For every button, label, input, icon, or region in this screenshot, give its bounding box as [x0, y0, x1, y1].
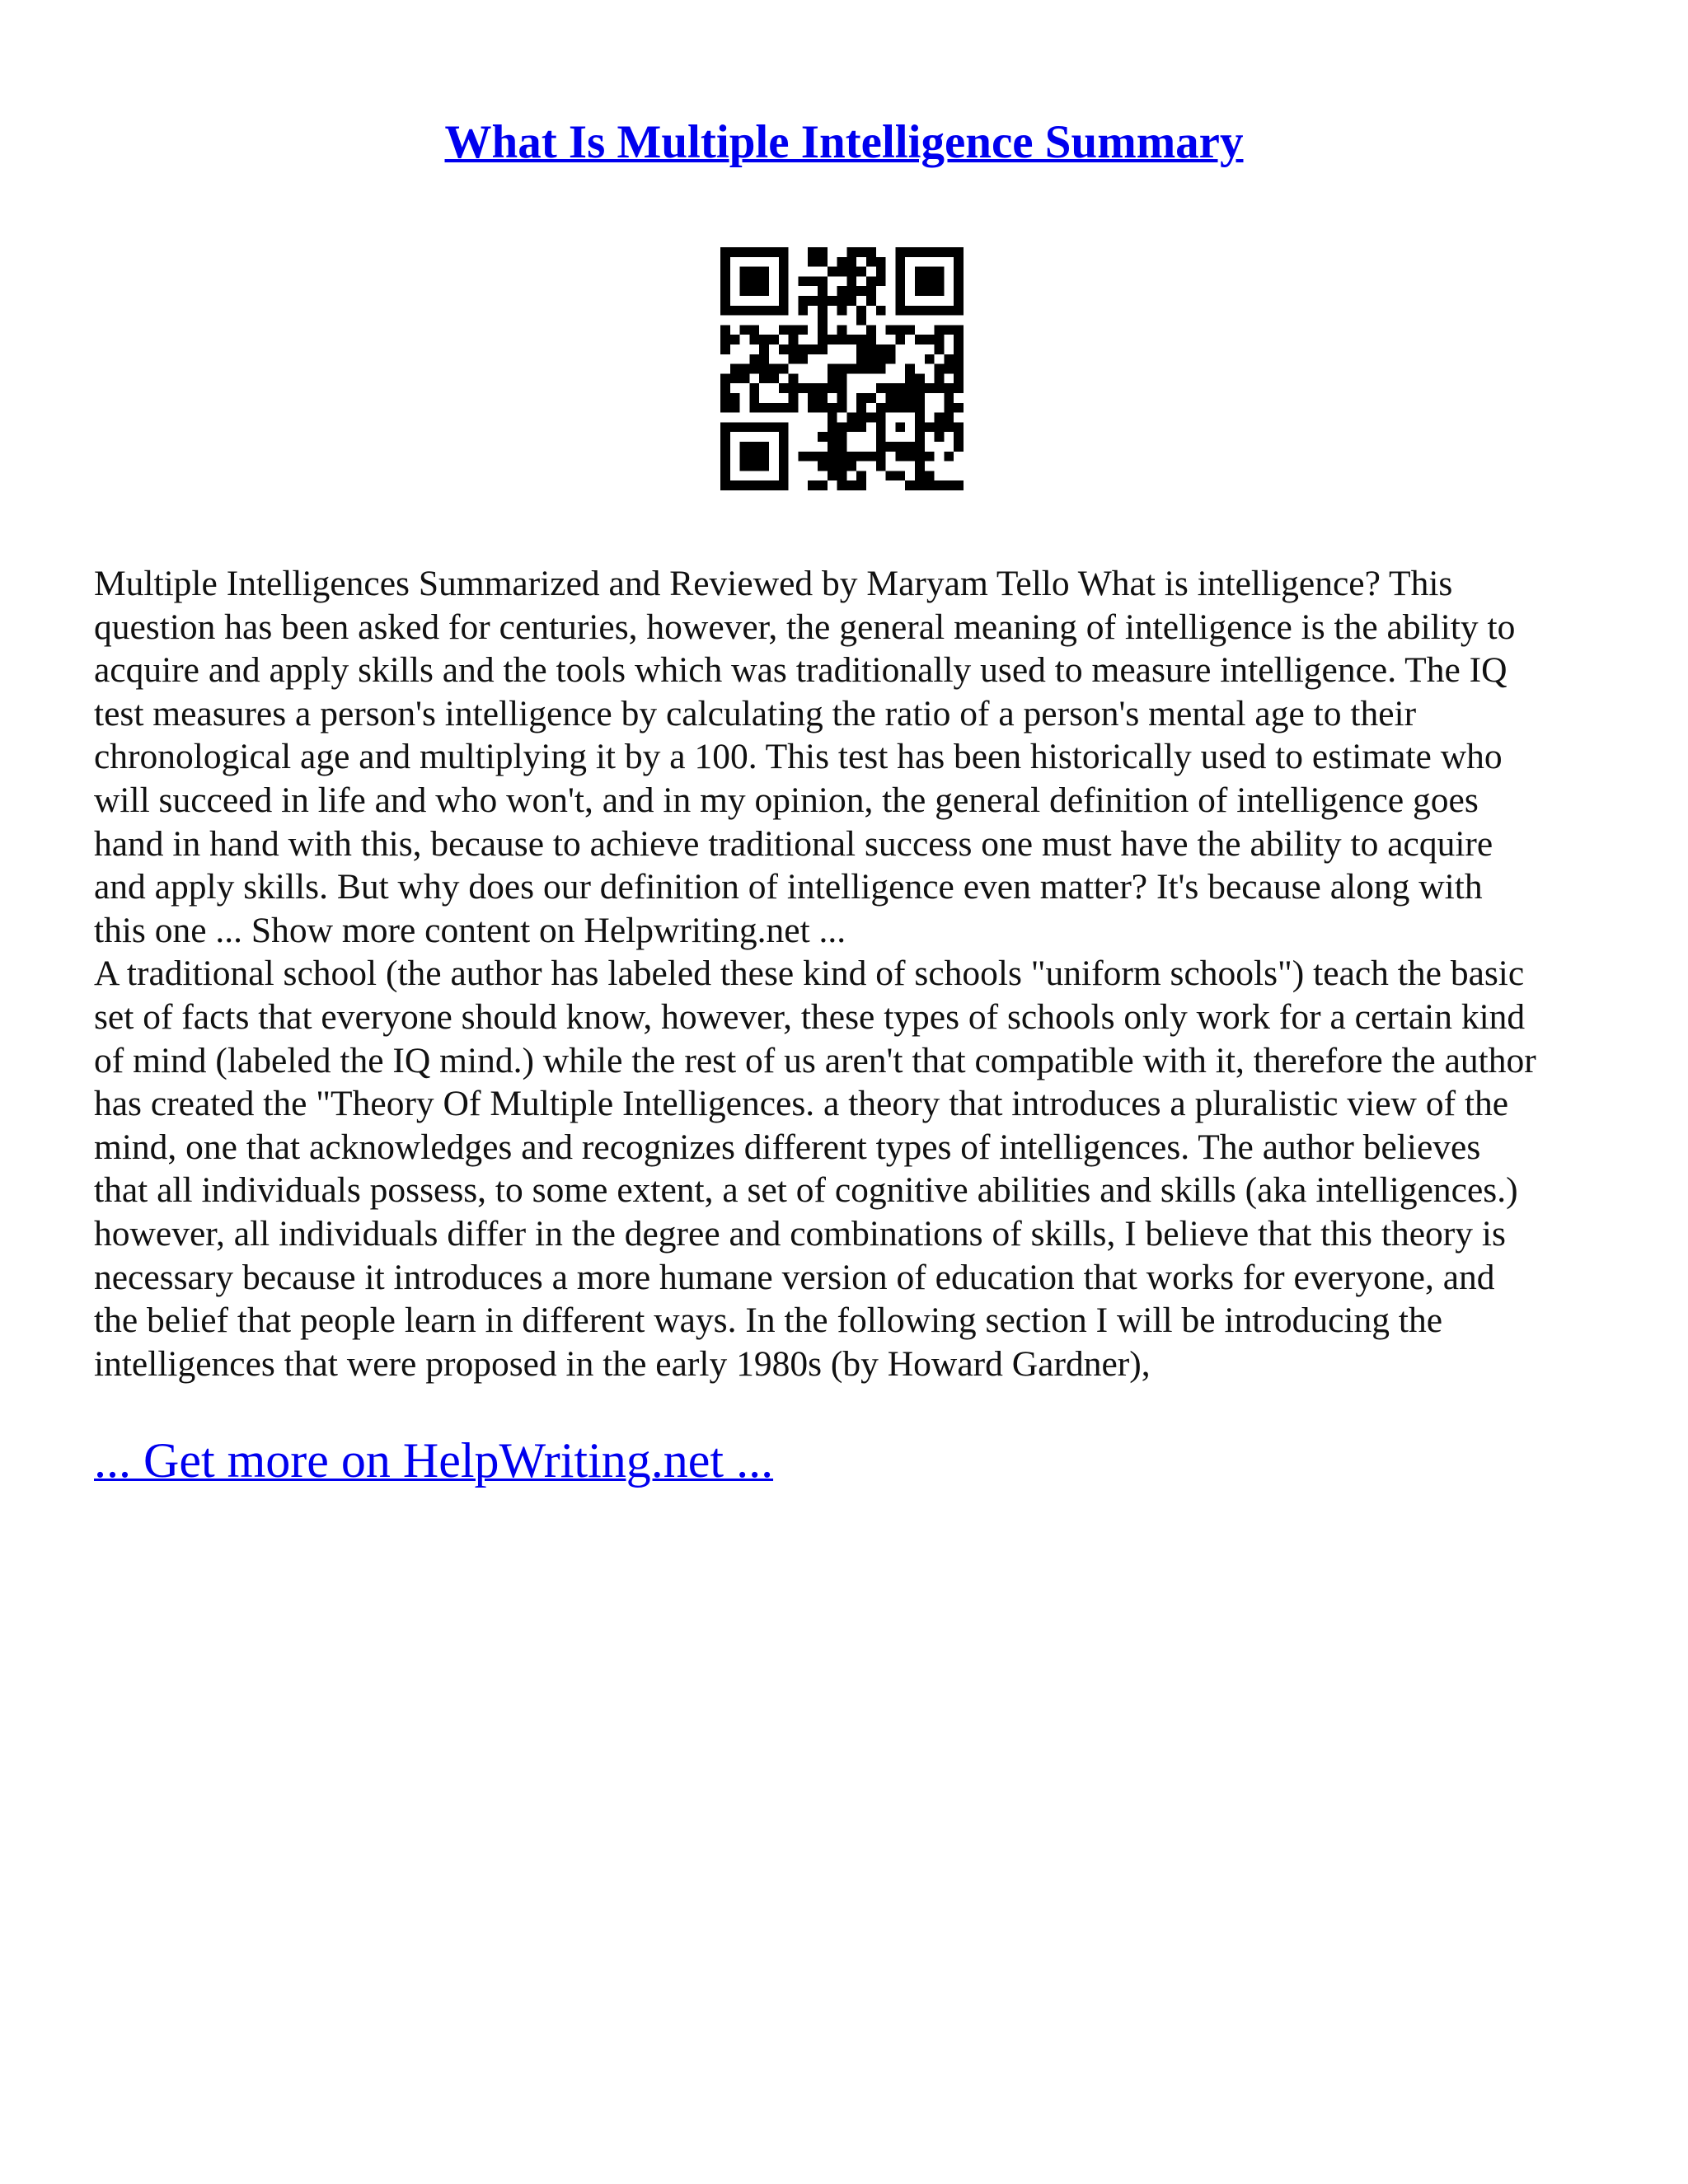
text-line: and apply skills. But why does our definition of intelligence even matter? It's because along with: [94, 867, 1483, 907]
text-line: set of facts that everyone should know, however, these types of schools only work for a certain kind: [94, 996, 1526, 1037]
text-line: the belief that people learn in different ways. In the following section I will be introducing the: [94, 1301, 1443, 1341]
text-line: mind, one that acknowledges and recognizes different types of intelligences. The author believes: [94, 1127, 1481, 1167]
text-line: will succeed in life and who won't, and in my opinion, the general definition of intelligence goes: [94, 780, 1479, 820]
qr-code-image: [720, 247, 964, 490]
text-line: acquire and apply skills and the tools which was traditionally used to measure intelligence. The IQ: [94, 650, 1507, 691]
paragraph-2: [94, 952, 1536, 1385]
text-line: intelligences that were proposed in the early 1980s (by Howard Gardner),: [94, 1343, 1151, 1384]
article-body: [94, 562, 1536, 1385]
text-line: necessary because it introduces a more humane version of education that works for everyone, and: [94, 1257, 1495, 1297]
text-line: of mind (labeled the IQ mind.) while the rest of us aren't that compatible with it, therefore the author: [94, 1040, 1536, 1080]
text-line: hand in hand with this, because to achieve traditional success one must have the ability to acquire: [94, 823, 1493, 864]
get-more-container: [94, 1432, 773, 1489]
text-line: A traditional school (the author has labeled these kind of schools "uniform schools") teach the basic: [94, 954, 1525, 994]
title-link[interactable]: What Is Multiple Intelligence Summary: [444, 116, 1244, 168]
text-line: this one ... Show more content on Helpwriting.net ...: [94, 910, 846, 950]
text-line: Multiple Intelligences Summarized and Reviewed by Maryam Tello What is intelligence? This: [94, 564, 1453, 603]
text-line: that all individuals possess, to some extent, a set of cognitive abilities and skills (aka intelligences.): [94, 1170, 1518, 1211]
text-line: however, all individuals differ in the degree and combinations of skills, I believe that this theory is: [94, 1213, 1506, 1254]
text-line: chronological age and multiplying it by a 100. This test has been historically used to estimate who: [94, 737, 1503, 777]
text-line: test measures a person's intelligence by calculating the ratio of a person's mental age to their: [94, 693, 1417, 733]
text-line: has created the "Theory Of Multiple Intelligences. a theory that introduces a pluralistic view of the: [94, 1084, 1509, 1124]
get-more-link[interactable]: ... Get more on HelpWriting.net ...: [94, 1433, 774, 1488]
page-title: [0, 115, 1688, 169]
paragraph-1: [94, 562, 1536, 952]
text-line: question has been asked for centuries, however, the general meaning of intelligence is the ability to: [94, 607, 1516, 647]
